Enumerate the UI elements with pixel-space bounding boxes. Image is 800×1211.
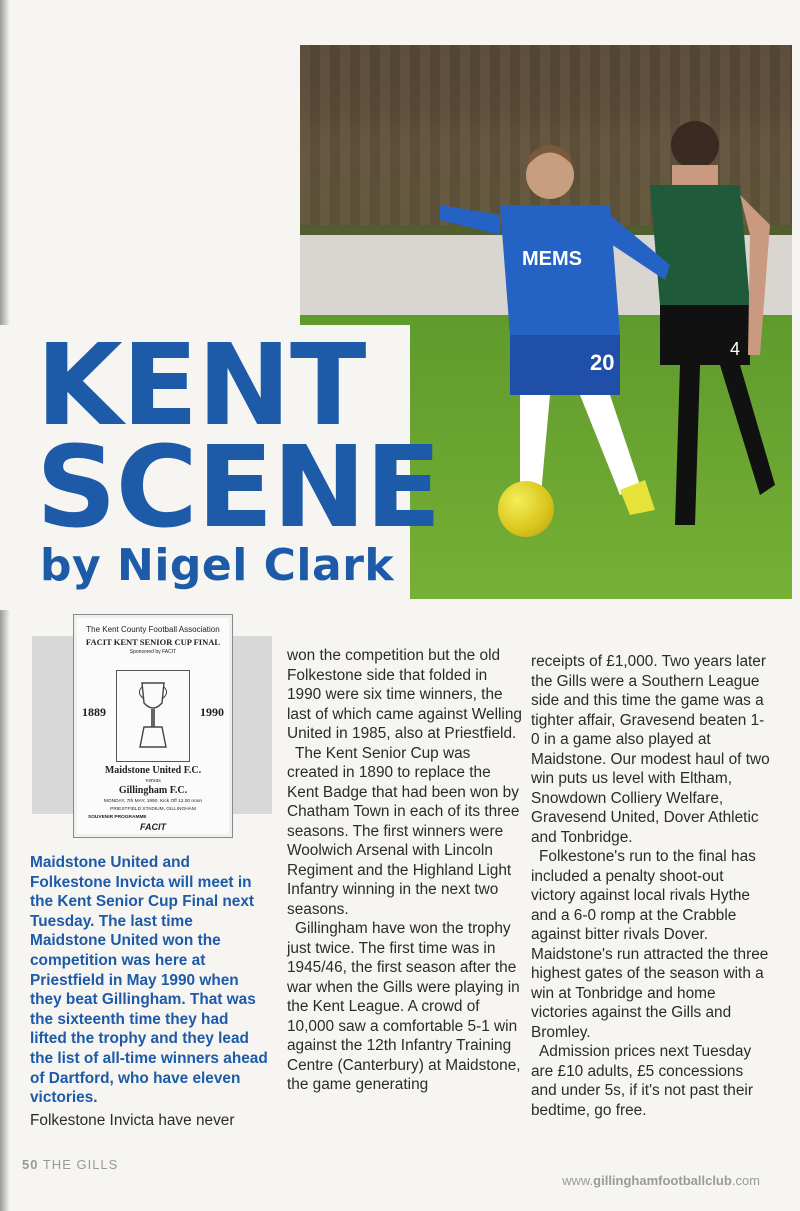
column-3 — [531, 652, 771, 1120]
opponent-number: 4 — [730, 339, 741, 359]
byline: by Nigel Clark — [40, 540, 395, 591]
intro-paragraph: Maidstone United and Folkestone Invicta will meet in the Kent Senior Cup Final next Tuesday. The last time Maidstone United won the competition was here at Priestfield in May 1990 when they beat Gillingham. That was the sixteenth time they had lifted the trophy and they lead the list of all-time winners ahead of Dartford, who have eleven victories. — [30, 854, 268, 1107]
programme-souvenir: SOUVENIR PROGRAMME — [88, 815, 147, 820]
programme-association: The Kent County Football Association — [86, 625, 220, 634]
body-paragraph: Gillingham have won the trophy just twice. The first time was in 1945/46, the first season after the war when the Gills were playing in the Kent League. A crowd of 10,000 saw a comfortable 5-1 win against the 12th Infantry Training Centre (Canterbury) at Maidstone, the game generating — [287, 920, 521, 1093]
body-paragraph: receipts of £1,000. Two years later the Gills were a Southern League side and this time the game was a tighter affair, Gravesend beaten 1-0 in a game also played at Maidstone. Our modest haul of two win puts us level with Eltham, Snowdown Colliery Welfare, Gravesend United, Dover Athletic and Tonbridge. — [531, 653, 770, 846]
url-prefix: www. — [562, 1173, 594, 1188]
column-2 — [287, 646, 523, 1095]
programme-year-left: 1889 — [82, 705, 106, 719]
headline-scene: SCENE — [36, 423, 441, 553]
website-url — [562, 1173, 760, 1188]
programme-final-title: FACIT KENT SENIOR CUP FINAL — [85, 637, 221, 647]
body-paragraph: The Kent Senior Cup was created in 1890 to replace the Kent Badge that had been won by Chatham Town in each of its three seasons. The first winners were Woolwich Arsenal with Lincoln Regiment and the Highland Light Infantry winning in the next two seasons. — [287, 744, 520, 918]
programme-kickoff: MONDAY, 7th MAY, 1990. Kick Off 12.00 noon — [103, 799, 203, 804]
football — [498, 481, 554, 537]
page-folio — [22, 1157, 118, 1172]
body-paragraph: won the competition but the old Folkestone side that folded in 1990 were six time winners, the last of which came against Welling United in 1985, also at Priestfield. — [287, 647, 522, 742]
programme-team2: Gillingham F.C. — [118, 785, 188, 796]
shirt-number: 20 — [590, 350, 615, 375]
programme-team1: Maidstone United F.C. — [104, 765, 202, 776]
trophy-icon — [136, 677, 170, 753]
page-number: 50 — [22, 1157, 39, 1172]
match-programme-image — [73, 614, 233, 838]
url-main: gillinghamfootballclub — [593, 1173, 732, 1188]
shirt-sponsor: MEMS — [522, 248, 582, 270]
programme-sponsor: Sponsored by FACIT — [129, 649, 177, 655]
programme-brand: FACIT — [140, 822, 166, 832]
magazine-title: THE GILLS — [42, 1157, 119, 1172]
body-paragraph-1: Folkestone Invicta have never — [30, 1112, 235, 1129]
programme-year-right: 1990 — [200, 705, 224, 719]
programme-venue: PRIESTFIELD STADIUM, GILLINGHAM — [110, 807, 196, 812]
body-paragraph: Admission prices next Tuesday are £10 adults, £5 concessions and under 5s, if it's not past their bedtime, go free. — [531, 1043, 753, 1119]
body-paragraph: Folkestone's run to the final has included a penalty shoot-out victory against local rivals Hythe and a 6-0 romp at the Crabble against bitter rivals Dover. Maidstone's run attracted the three highest gates of the season with a win at Tonbridge and home victories against the Gills and Bromley. — [531, 848, 769, 1041]
programme-versus: versus — [145, 778, 161, 784]
headline-kent: KENT — [36, 321, 366, 451]
gillingham-player — [440, 135, 670, 535]
url-suffix: .com — [731, 1173, 760, 1188]
